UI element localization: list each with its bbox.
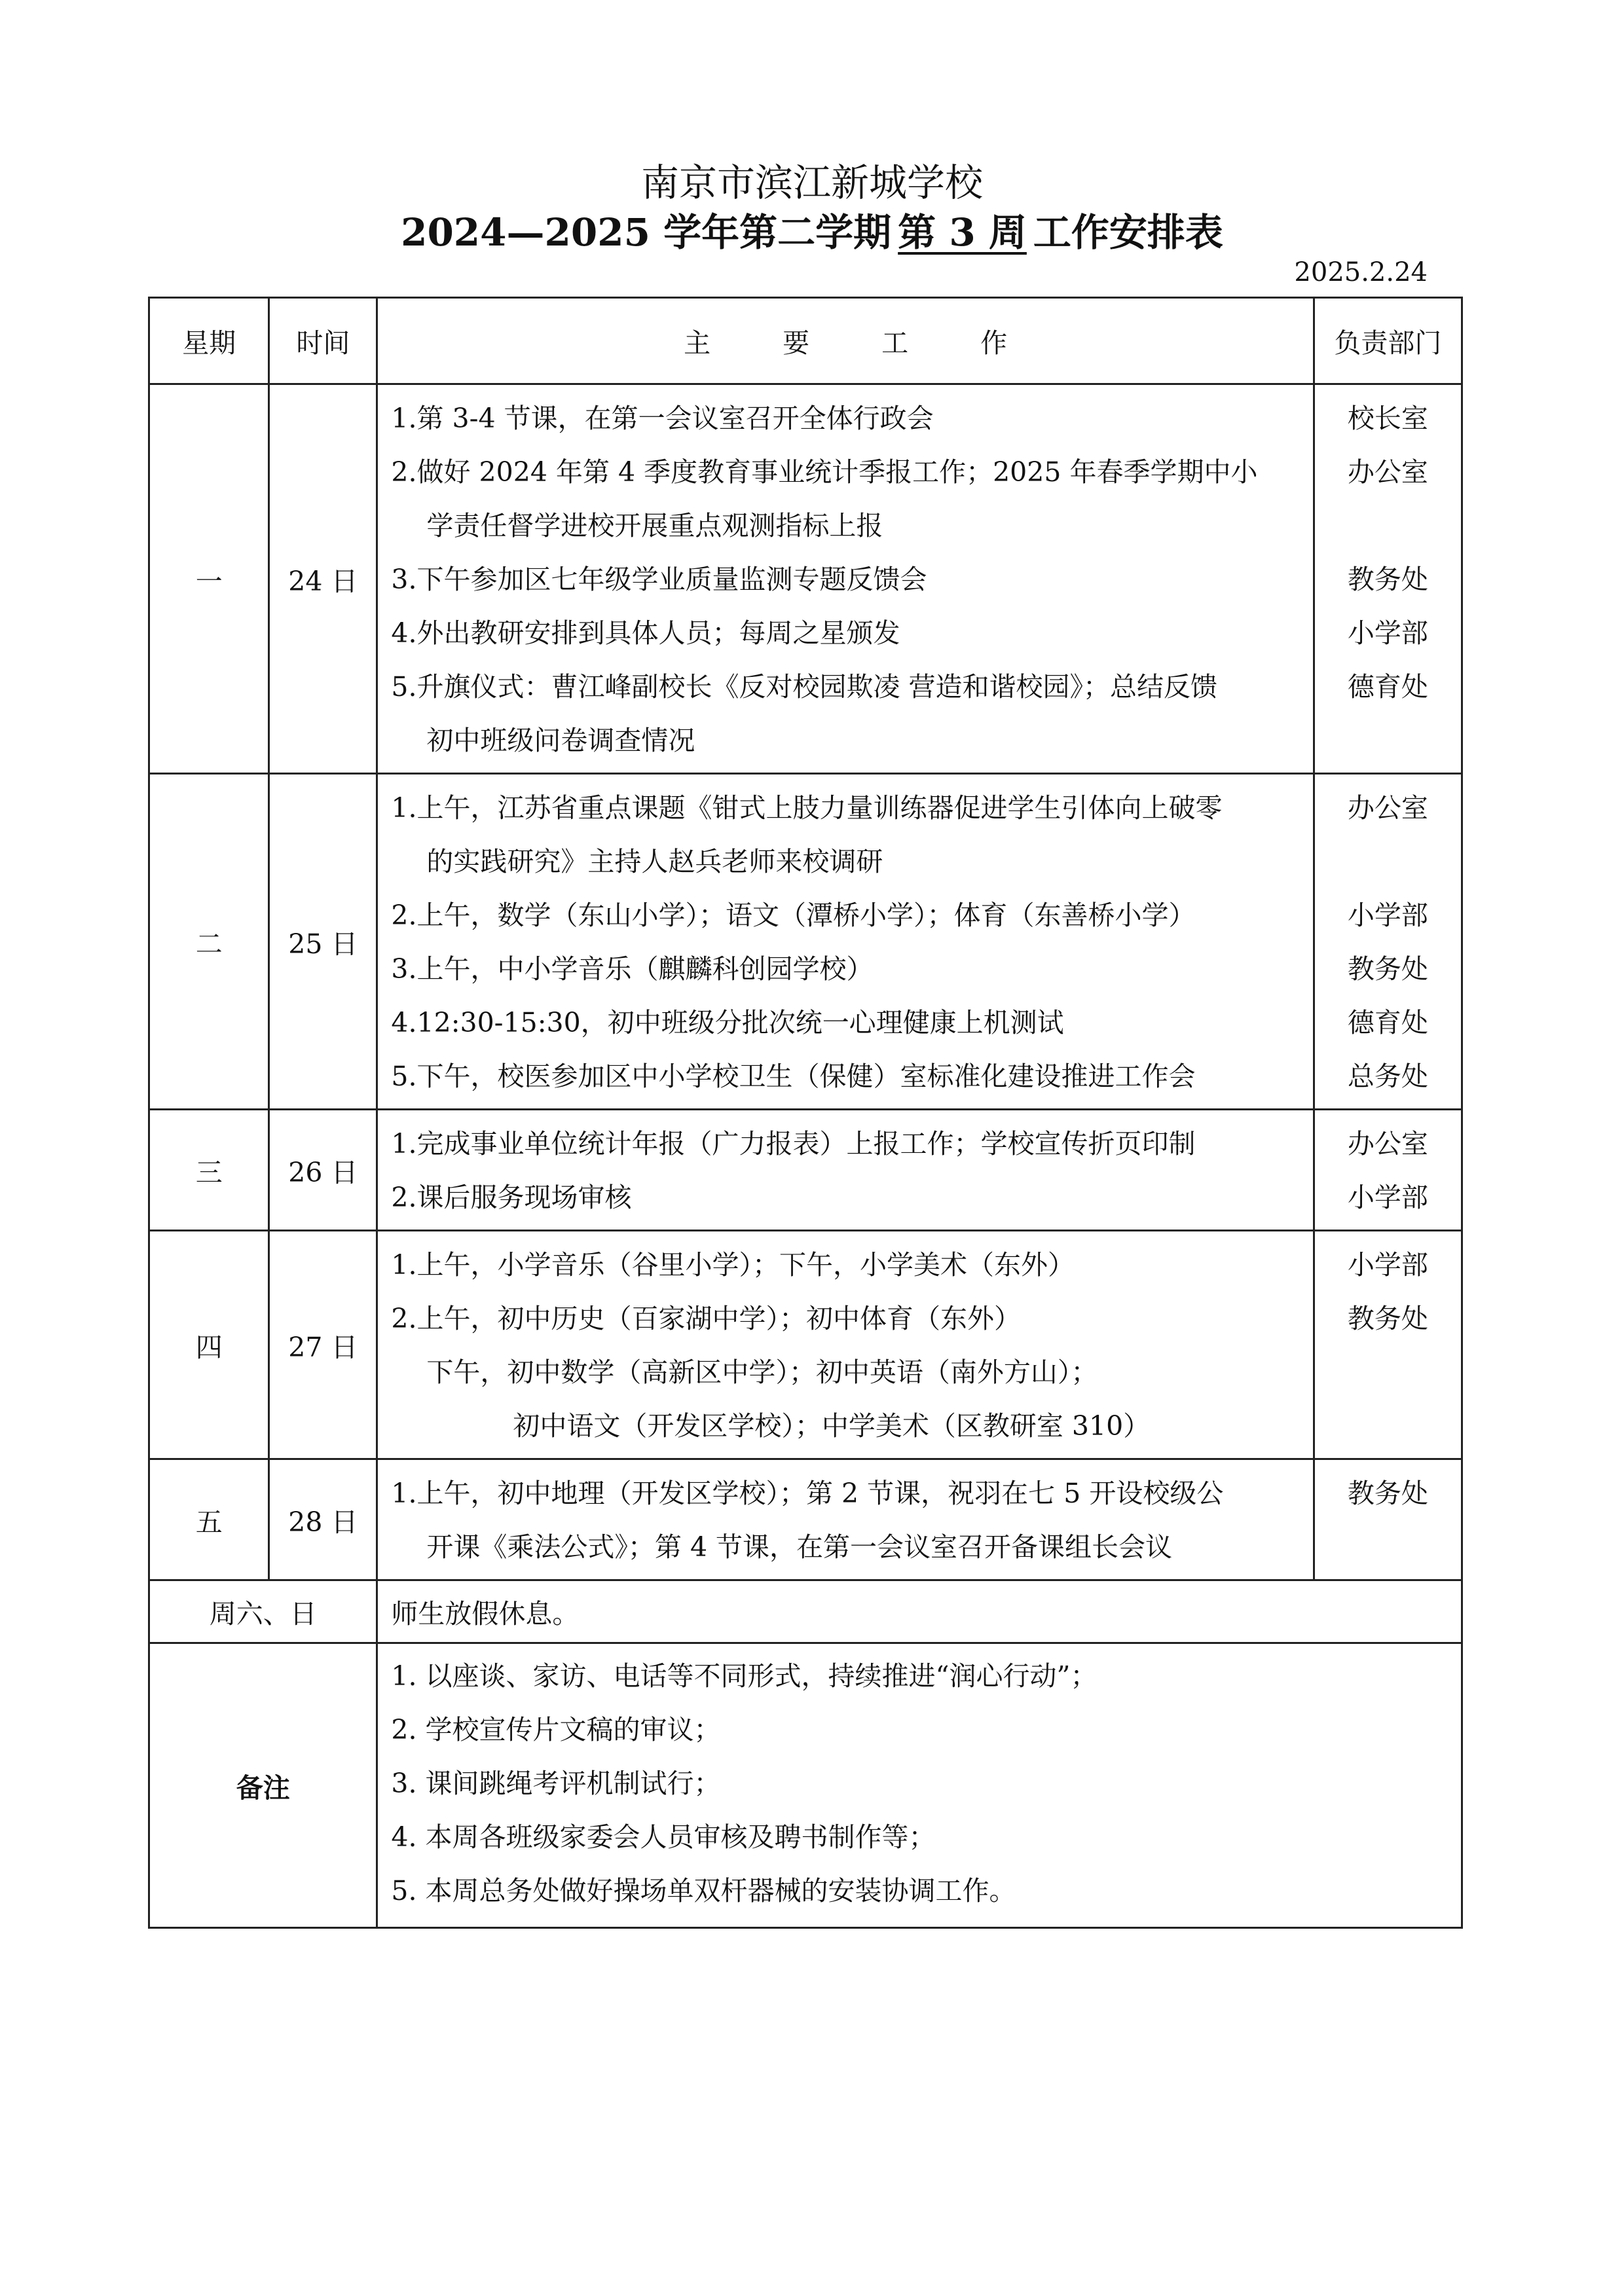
department: 校长室 [1347, 403, 1428, 434]
work-line: 5.升旗仪式：曹江峰副校长《反对校园欺凌 营造和谐校园》；总结反馈 [391, 671, 1218, 702]
date-cell: 25 日 [269, 774, 377, 1110]
work-line: 2.上午，数学（东山小学）；语文（潭桥小学）；体育（东善桥小学） [391, 900, 1196, 931]
document-title [0, 202, 1624, 257]
work-cell [377, 1231, 1314, 1459]
notes-label: 备注 [149, 1643, 377, 1928]
department: 办公室 [1347, 456, 1428, 488]
department [1315, 1345, 1461, 1399]
header-department: 负责部门 [1314, 298, 1462, 384]
note-item: 4. 本周各班级家委会人员审核及聘书制作等； [391, 1821, 936, 1853]
department-cell [1314, 384, 1462, 774]
work-line: 4.外出教研安排到具体人员；每周之星颁发 [391, 617, 900, 649]
work-line: 2.上午，初中历史（百家湖中学）；初中体育（东外） [391, 1303, 1022, 1334]
notes-cell [377, 1643, 1462, 1928]
notes-row [149, 1643, 1462, 1928]
header-weekday: 星期 [149, 298, 269, 384]
work-cell [377, 384, 1314, 774]
weekday-cell: 三 [149, 1110, 269, 1231]
header-time: 时间 [269, 298, 377, 384]
day-row-friday [149, 1459, 1462, 1580]
weekday-cell: 四 [149, 1231, 269, 1459]
day-row-thursday [149, 1231, 1462, 1459]
weekend-label: 周六、日 [149, 1580, 377, 1643]
day-row-wednesday [149, 1110, 1462, 1231]
department: 小学部 [1347, 1249, 1428, 1281]
note-item: 3. 课间跳绳考评机制试行； [391, 1768, 721, 1799]
week-number: 第 3 周 [898, 210, 1027, 255]
work-cell [377, 1110, 1314, 1231]
work-line: 1.完成事业单位统计年报（广力报表）上报工作；学校宣传折页印制 [391, 1128, 1196, 1159]
document-date: 2025.2.24 [1294, 257, 1428, 287]
work-line: 1.上午，江苏省重点课题《钳式上肢力量训练器促进学生引体向上破零 [391, 792, 1223, 824]
date-cell: 24 日 [269, 384, 377, 774]
department: 教务处 [1347, 953, 1428, 985]
department [1315, 1399, 1461, 1453]
school-name: 南京市滨江新城学校 [640, 160, 983, 205]
schedule-table [148, 297, 1463, 1929]
work-line: 1.第 3-4 节课，在第一会议室召开全体行政会 [391, 403, 934, 434]
work-cell [377, 1459, 1314, 1580]
department: 办公室 [1347, 1128, 1428, 1159]
department: 教务处 [1347, 1478, 1428, 1509]
department: 小学部 [1347, 1182, 1428, 1213]
title-prefix: 2024—2025 学年第二学期 [401, 210, 892, 255]
work-line: 4.12:30-15:30，初中班级分批次统一心理健康上机测试 [391, 1007, 1064, 1038]
department [1315, 835, 1461, 888]
department [1315, 499, 1461, 553]
header-row [149, 298, 1462, 384]
department [1315, 714, 1461, 767]
department-cell [1314, 1459, 1462, 1580]
weekday-cell: 一 [149, 384, 269, 774]
work-line: 下午，初中数学（高新区中学）；初中英语（南外方山）； [426, 1357, 1098, 1388]
title-suffix: 工作安排表 [1033, 210, 1223, 255]
department: 教务处 [1347, 1303, 1428, 1334]
department: 德育处 [1347, 671, 1428, 702]
weekday-cell: 五 [149, 1459, 269, 1580]
department: 办公室 [1347, 792, 1428, 824]
department: 总务处 [1347, 1061, 1428, 1092]
department: 小学部 [1347, 617, 1428, 649]
department: 德育处 [1347, 1007, 1428, 1038]
work-line: 5.下午，校医参加区中小学校卫生（保健）室标准化建设推进工作会 [391, 1061, 1196, 1092]
work-line: 初中语文（开发区学校）；中学美术（区教研室 310） [513, 1410, 1151, 1442]
work-cell [377, 774, 1314, 1110]
note-item: 2. 学校宣传片文稿的审议； [391, 1714, 721, 1745]
day-row-tuesday [149, 774, 1462, 1110]
work-line: 3.下午参加区七年级学业质量监测专题反馈会 [391, 564, 927, 595]
work-line: 3.上午，中小学音乐（麒麟科创园学校） [391, 953, 874, 985]
work-line: 的实践研究》主持人赵兵老师来校调研 [426, 846, 883, 877]
weekday-cell: 二 [149, 774, 269, 1110]
work-line: 1.上午，初中地理（开发区学校）；第 2 节课，祝羽在七 5 开设校级公 [391, 1478, 1224, 1509]
work-line: 2.做好 2024 年第 4 季度教育事业统计季报工作；2025 年春季学期中小 [391, 456, 1258, 488]
day-row-monday [149, 384, 1462, 774]
work-line: 初中班级问卷调查情况 [426, 725, 695, 756]
department-cell [1314, 1231, 1462, 1459]
work-line: 2.课后服务现场审核 [391, 1182, 632, 1213]
department-cell [1314, 1110, 1462, 1231]
department [1315, 1520, 1461, 1574]
note-item: 1. 以座谈、家访、电话等不同形式，持续推进“润心行动”； [391, 1660, 1098, 1692]
department: 教务处 [1347, 564, 1428, 595]
date-cell: 26 日 [269, 1110, 377, 1231]
weekend-row [149, 1580, 1462, 1643]
weekend-text: 师生放假休息。 [377, 1580, 1462, 1643]
work-line: 学责任督学进校开展重点观测指标上报 [426, 510, 883, 541]
department: 小学部 [1347, 900, 1428, 931]
work-line: 1.上午，小学音乐（谷里小学）；下午，小学美术（东外） [391, 1249, 1075, 1281]
work-line: 开课《乘法公式》；第 4 节课，在第一会议室召开备课组长会议 [426, 1531, 1173, 1563]
date-cell: 28 日 [269, 1459, 377, 1580]
header-main-work: 主要工作 [377, 298, 1314, 384]
date-cell: 27 日 [269, 1231, 377, 1459]
department-cell [1314, 774, 1462, 1110]
note-item: 5. 本周总务处做好操场单双杆器械的安装协调工作。 [391, 1875, 1016, 1906]
